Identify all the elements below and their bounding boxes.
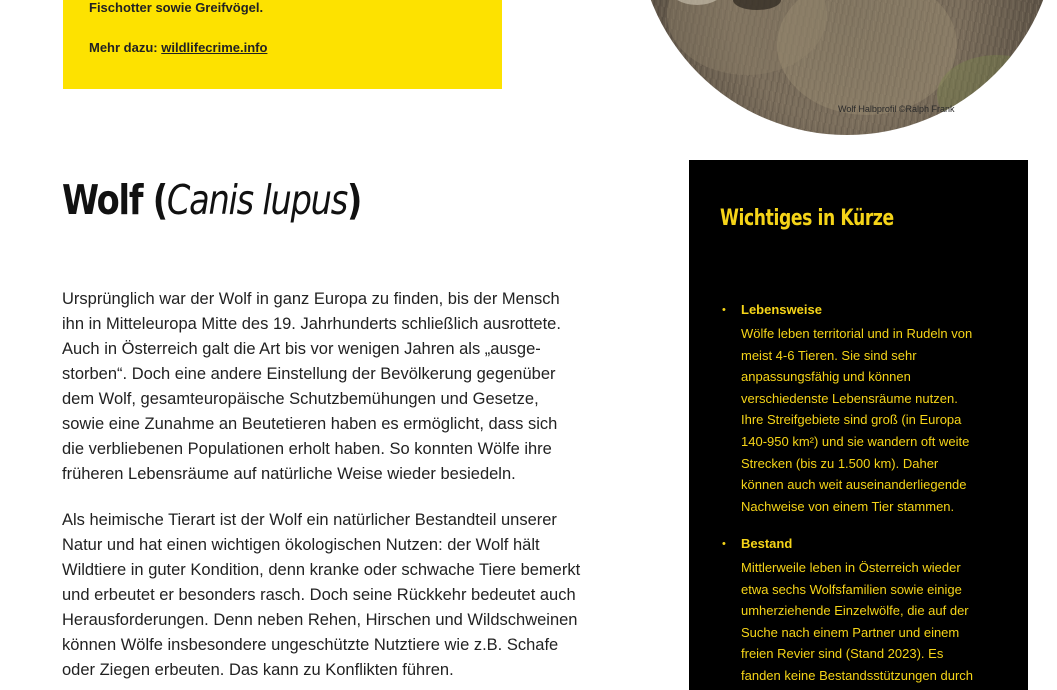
ecology-paragraph <box>62 508 632 683</box>
summary-item-heading: Bestand <box>741 536 793 551</box>
text-line: können auch weit auseinanderliegende <box>741 477 967 493</box>
text-line: können Wölfe insbesondere ungeschützte Nutztiere wie z.B. Schafe <box>62 636 559 654</box>
title-close: ) <box>347 176 362 224</box>
text-line: Mittlerweile leben in Österreich wieder <box>741 560 961 575</box>
summary-item-heading: Lebensweise <box>741 302 822 317</box>
text-line: Strecken (bis zu 1.500 km). Daher <box>741 455 939 471</box>
text-line: Natur und hat einen wichtigen ökologischen Nutzen: der Wolf hält <box>62 536 540 554</box>
text-line: dem Wolf, gesamteuropäische Schutzbemühungen und Gesetze, <box>62 390 539 408</box>
text-line: die verbliebenen Populationen erholt haben. So konnten Wölfe ihre <box>62 440 552 458</box>
intro-paragraph <box>62 287 632 487</box>
text-line: fanden keine Bestandsstützungen durch <box>741 667 974 683</box>
text-line: oder Ziegen erbeuten. Das kann zu Konflikten führen. <box>62 661 454 679</box>
text-line: umherziehende Einzelwölfe, die auf der <box>741 603 969 619</box>
text-line: storben“. Doch eine andere Einstellung der Bevölkerung gegenüber <box>62 365 556 383</box>
text-line: 140-950 km²) und sie wandern oft weite <box>741 433 970 449</box>
text-line: meist 4-6 Tieren. Sie sind sehr <box>741 347 917 363</box>
text-line: und erbeutet er besonders rasch. Doch seine Rückkehr bedeutet auch <box>62 586 576 604</box>
text-line: Ursprünglich war der Wolf in ganz Europa zu finden, bis der Mensch <box>62 290 560 308</box>
text-line: früheren Lebensräume auf natürliche Weise wieder besiedeln. <box>62 465 516 483</box>
text-line: Nachweise von einem Tier stammen. <box>741 498 955 514</box>
more-info-line <box>89 40 267 55</box>
title-main: Wolf ( <box>62 176 167 224</box>
wildlifecrime-link[interactable]: wildlifecrime.info <box>161 40 268 55</box>
text-line: Suche nach einem Partner und einem <box>741 624 960 640</box>
photo-credit: Wolf Halbprofil ©Ralph Frank <box>838 104 955 114</box>
summary-sidebar <box>689 160 1028 690</box>
text-line: Wildtiere in guter Kondition, denn kranke oder schwache Tiere bemerkt <box>62 561 581 579</box>
wolf-photo <box>637 0 1057 135</box>
callout-text: Fischotter sowie Greifvögel. <box>89 0 264 15</box>
text-line: etwa sechs Wolfsfamilien sowie einige <box>741 581 962 597</box>
bullet-icon: • <box>722 538 726 550</box>
text-line: sowie eine Zunahme an Beutetieren haben es ermöglicht, dass sich <box>62 415 558 433</box>
text-line: Herausforderungen. Denn neben Rehen, Hirschen und Wildschweinen <box>62 611 578 629</box>
text-line: Ihre Streifgebiete sind groß (in Europa <box>741 412 962 428</box>
more-info-label: Mehr dazu: <box>89 40 162 55</box>
bullet-icon: • <box>722 304 726 316</box>
text-line: Als heimische Tierart ist der Wolf ein natürlicher Bestandteil unserer <box>62 511 557 529</box>
sidebar-title: Wichtiges in Kürze <box>720 206 894 231</box>
text-line: Wölfe leben territorial und in Rudeln von <box>741 326 973 341</box>
summary-item-text <box>741 323 972 517</box>
text-line: ihn in Mitteleuropa Mitte des 19. Jahrhunderts schließlich ausrottete. <box>62 315 561 333</box>
text-line: verschiedenste Lebensräume nutzen. <box>741 390 958 406</box>
text-line: Auch in Österreich galt die Art bis vor wenigen Jahren als „ausge- <box>62 340 541 358</box>
page-title <box>62 176 361 224</box>
text-line: anpassungsfähig und können <box>741 369 911 385</box>
text-line: freien Revier sind (Stand 2023). Es <box>741 646 944 662</box>
title-scientific-name: Canis lupus <box>166 176 348 224</box>
info-callout-box <box>63 0 502 89</box>
summary-item-text <box>741 557 973 687</box>
